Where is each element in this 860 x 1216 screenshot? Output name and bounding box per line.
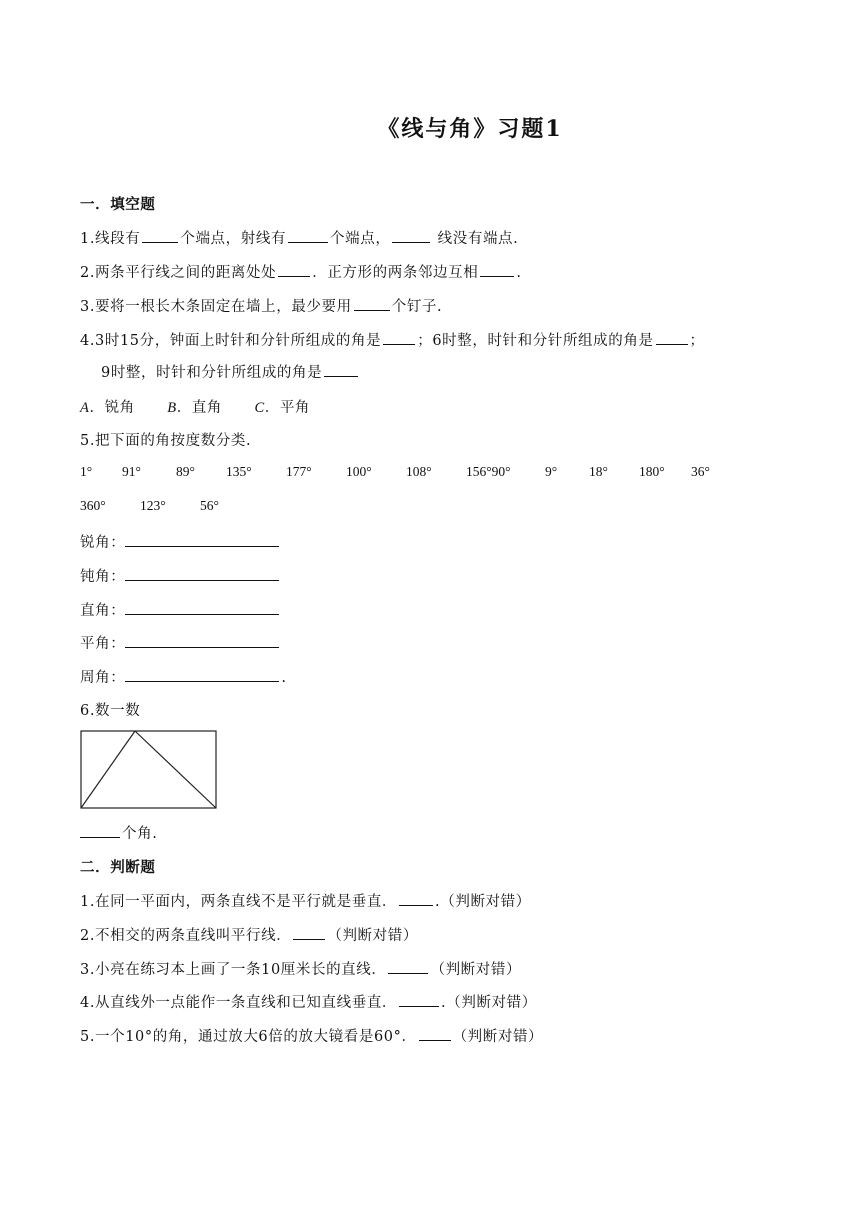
section-2-heading: 二．判断题 bbox=[80, 859, 156, 876]
category-label: 周角： bbox=[80, 670, 126, 686]
figure-diagonal-line bbox=[135, 731, 216, 808]
option-b[interactable] bbox=[167, 400, 222, 416]
answer-blank[interactable] bbox=[399, 891, 433, 906]
question-4-line2 bbox=[101, 361, 360, 382]
question-6-answer bbox=[80, 822, 157, 843]
q3-text-a: 3.要将一根长木条固定在墙上，最少要用 bbox=[80, 299, 352, 315]
answer-blank[interactable] bbox=[399, 992, 439, 1007]
category-label: 平角： bbox=[80, 636, 126, 652]
answer-blank[interactable] bbox=[419, 1026, 451, 1041]
answer-blank[interactable] bbox=[354, 296, 390, 311]
q4-line2-text: 9时整，时针和分针所组成的角是 bbox=[101, 365, 323, 381]
answer-blank[interactable] bbox=[480, 262, 514, 277]
judge-item-2 bbox=[80, 924, 418, 945]
angle-counting-figure bbox=[80, 730, 218, 810]
answer-blank[interactable] bbox=[288, 228, 328, 243]
question-3 bbox=[80, 295, 442, 316]
question-4 bbox=[80, 329, 705, 350]
option-c-letter: C bbox=[254, 400, 265, 416]
degree-value: 56° bbox=[200, 498, 219, 513]
figure-rectangle bbox=[81, 731, 216, 808]
answer-blank[interactable] bbox=[278, 262, 310, 277]
figure-left-line bbox=[81, 731, 135, 808]
judge-item-4 bbox=[80, 991, 537, 1012]
degree-value: 9° bbox=[545, 464, 558, 479]
judge-suffix: .（判断对错） bbox=[435, 894, 531, 910]
option-a[interactable] bbox=[80, 400, 135, 416]
degree-value: 89° bbox=[176, 464, 195, 479]
degree-value: 108° bbox=[406, 464, 432, 479]
page-title: 《线与角》习题1 bbox=[377, 116, 563, 142]
judge-item-5 bbox=[80, 1025, 543, 1046]
degree-value: 135° bbox=[226, 464, 252, 479]
answer-blank[interactable] bbox=[383, 330, 415, 345]
judge-suffix: （判断对错） bbox=[430, 962, 522, 978]
category-label: 直角： bbox=[80, 603, 126, 619]
degree-value: 36° bbox=[691, 464, 710, 479]
q1-text-c: 个端点， bbox=[330, 231, 391, 247]
answer-blank[interactable] bbox=[125, 667, 279, 682]
q2-text-c: . bbox=[516, 265, 522, 281]
q4-options bbox=[80, 396, 310, 417]
judge-suffix: （判断对错） bbox=[327, 928, 418, 944]
q4-text-b: ；6时整，时针和分针所组成的角是 bbox=[417, 333, 654, 349]
option-b-text: ．直角 bbox=[176, 400, 222, 416]
category-label: 钝角： bbox=[80, 569, 126, 585]
option-a-text: ．锐角 bbox=[89, 400, 135, 416]
degree-value: 177° bbox=[286, 464, 312, 479]
q4-text-c: ； bbox=[689, 333, 705, 349]
degree-value: 1° bbox=[80, 464, 93, 479]
degree-value: 123° bbox=[140, 498, 166, 513]
answer-blank[interactable] bbox=[392, 228, 430, 243]
q1-text-a: 1.线段有 bbox=[80, 231, 141, 247]
answer-blank[interactable] bbox=[125, 633, 279, 648]
degree-value: 180° bbox=[639, 464, 665, 479]
judge-text: 4.从直线外一点能作一条直线和已知直线垂直． bbox=[80, 995, 398, 1011]
category-label: 锐角： bbox=[80, 535, 126, 551]
question-5-stem: 5.把下面的角按度数分类. bbox=[80, 433, 252, 449]
option-a-letter: A bbox=[80, 400, 90, 416]
answer-blank[interactable] bbox=[125, 532, 279, 547]
judge-item-3 bbox=[80, 958, 521, 979]
category-acute bbox=[80, 531, 281, 552]
option-c[interactable] bbox=[254, 400, 310, 416]
answer-blank[interactable] bbox=[324, 362, 358, 377]
judge-suffix: （判断对错） bbox=[452, 1029, 544, 1045]
q6-answer-suffix: 个角. bbox=[122, 826, 158, 842]
answer-blank[interactable] bbox=[142, 228, 178, 243]
answer-blank[interactable] bbox=[125, 566, 279, 581]
category-obtuse bbox=[80, 565, 281, 586]
judge-text: 5.一个10°的角，通过放大6倍的放大镜看是60°． bbox=[80, 1029, 417, 1045]
degree-value: 18° bbox=[589, 464, 608, 479]
q4-text-a: 4.3时15分，钟面上时针和分针所组成的角是 bbox=[80, 333, 382, 349]
end-mark: . bbox=[281, 670, 287, 686]
q1-text-b: 个端点，射线有 bbox=[180, 231, 287, 247]
option-c-text: ．平角 bbox=[264, 400, 311, 416]
answer-blank[interactable] bbox=[293, 925, 325, 940]
section-1-heading: 一．填空题 bbox=[80, 196, 156, 213]
question-1 bbox=[80, 227, 518, 248]
degree-value: 156°90° bbox=[466, 464, 511, 479]
option-b-letter: B bbox=[167, 400, 177, 416]
category-round bbox=[80, 666, 287, 687]
degree-value: 100° bbox=[346, 464, 372, 479]
answer-blank[interactable] bbox=[125, 600, 279, 615]
q2-text-b: ．正方形的两条邻边互相 bbox=[312, 265, 479, 281]
judge-item-1 bbox=[80, 890, 531, 911]
judge-text: 1.在同一平面内，两条直线不是平行就是垂直． bbox=[80, 894, 398, 910]
question-6-stem: 6.数一数 bbox=[80, 703, 141, 719]
answer-blank[interactable] bbox=[80, 823, 120, 838]
judge-suffix: .（判断对错） bbox=[441, 995, 537, 1011]
question-2 bbox=[80, 261, 522, 282]
judge-text: 3.小亮在练习本上画了一条10厘米长的直线． bbox=[80, 962, 387, 978]
q3-text-b: 个钉子. bbox=[391, 299, 443, 315]
answer-blank[interactable] bbox=[388, 959, 428, 974]
degree-value: 91° bbox=[122, 464, 141, 479]
q2-text-a: 2.两条平行线之间的距离处处 bbox=[80, 265, 277, 281]
degree-value: 360° bbox=[80, 498, 106, 513]
q1-text-d: 线没有端点. bbox=[432, 231, 519, 247]
answer-blank[interactable] bbox=[656, 330, 688, 345]
judge-text: 2.不相交的两条直线叫平行线． bbox=[80, 928, 292, 944]
category-right bbox=[80, 599, 281, 620]
category-straight bbox=[80, 632, 281, 653]
